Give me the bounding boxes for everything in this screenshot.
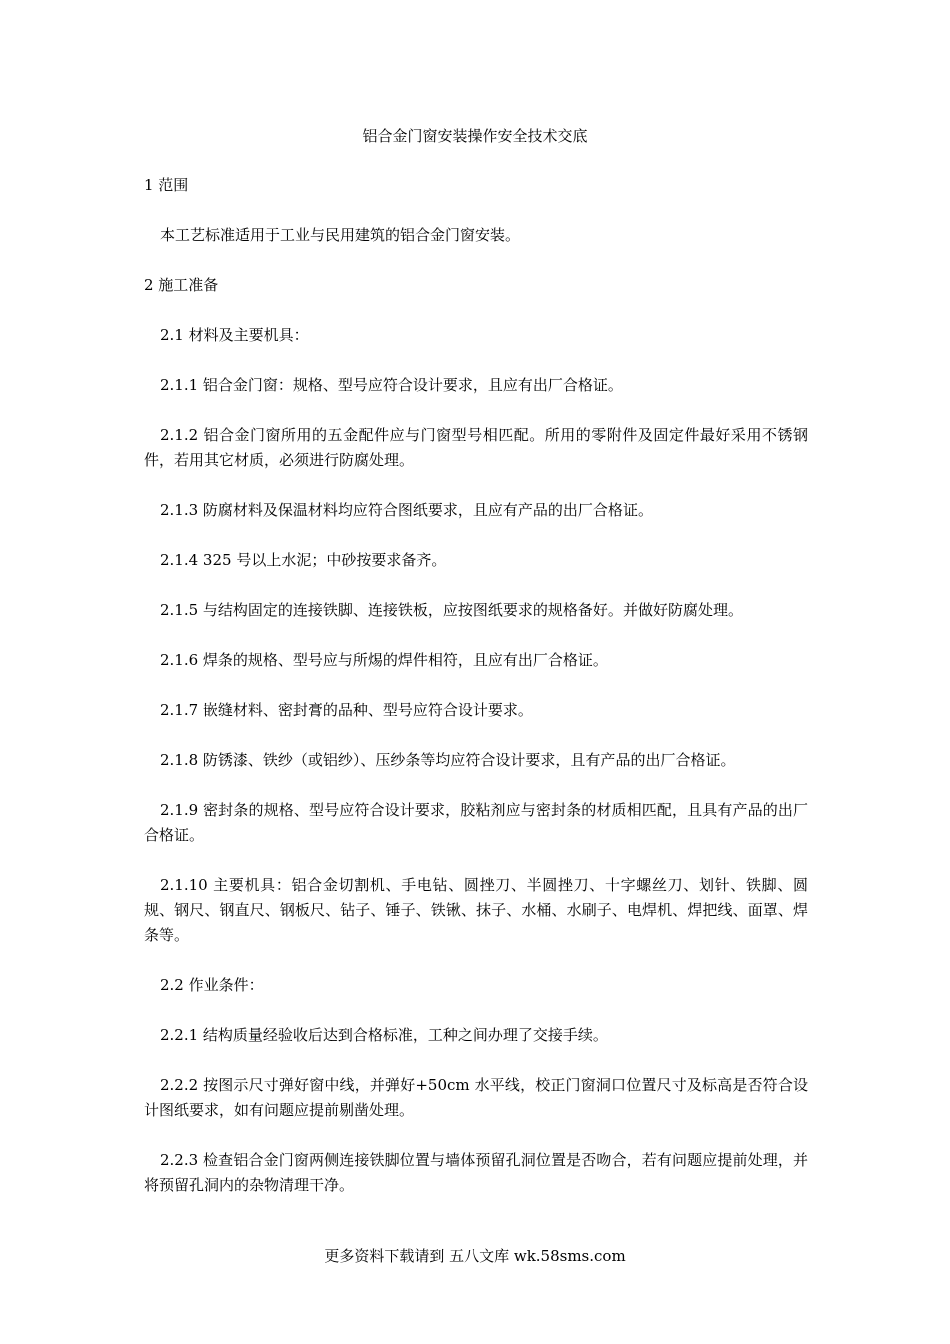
item-2-1-2: 2.1.2 铝合金门窗所用的五金配件应与门窗型号相匹配。所用的零附件及固定件最好采用不锈钢件，若用其它材质，必须进行防腐处理。 <box>144 426 808 469</box>
item-2-2-3: 2.2.3 检查铝合金门窗两侧连接铁脚位置与墙体预留孔洞位置是否吻合，若有问题应提前处理，并将预留孔洞内的杂物清理干净。 <box>144 1151 808 1194</box>
document-body <box>144 173 808 1223</box>
document-title: 铝合金门窗安装操作安全技术交底 <box>362 127 588 145</box>
item-2-1-4: 2.1.4 325 号以上水泥；中砂按要求备齐。 <box>160 551 447 569</box>
item-2-2-2: 2.2.2 按图示尺寸弹好窗中线，并弹好+50cm 水平线，校正门窗洞口位置尺寸及标高是否符合设计图纸要求，如有问题应提前剔凿处理。 <box>144 1076 808 1119</box>
section-heading-1: 1 范围 <box>144 176 189 194</box>
item-2-1-6: 2.1.6 焊条的规格、型号应与所焬的焊件相符，且应有出厂合格证。 <box>160 651 608 669</box>
item-2-1-8: 2.1.8 防锈漆、铁纱（或铝纱）、压纱条等均应符合设计要求，且有产品的出厂合格证。 <box>160 751 736 769</box>
item-2-1-7: 2.1.7 嵌缝材料、密封膏的品种、型号应符合设计要求。 <box>160 701 533 719</box>
paragraph-scope: 本工艺标准适用于工业与民用建筑的铝合金门窗安装。 <box>160 226 521 244</box>
subsection-2-2: 2.2 作业条件： <box>160 976 264 994</box>
item-2-1-3: 2.1.3 防腐材料及保温材料均应符合图纸要求，且应有产品的出厂合格证。 <box>160 501 653 519</box>
item-2-1-5: 2.1.5 与结构固定的连接铁脚、连接铁板，应按图纸要求的规格备好。并做好防腐处理。 <box>160 601 743 619</box>
item-2-1-1: 2.1.1 铝合金门窗：规格、型号应符合设计要求，且应有出厂合格证。 <box>160 376 623 394</box>
item-2-1-10: 2.1.10 主要机具：铝合金切割机、手电钻、圆挫刀、半圆挫刀、十字螺丝刀、划针、铁脚、圆规、钢尺、钢直尺、钢板尺、钻子、锤子、铁锹、抹子、水桶、水刷子、电焊机、焊把线、面罩、焊条等。 <box>144 876 808 944</box>
subsection-2-1: 2.1 材料及主要机具： <box>160 326 309 344</box>
item-2-2-1: 2.2.1 结构质量经验收后达到合格标准，工种之间办理了交接手续。 <box>160 1026 608 1044</box>
item-2-1-9: 2.1.9 密封条的规格、型号应符合设计要求，胶粘剂应与密封条的材质相匹配，且具有产品的出厂合格证。 <box>144 801 808 844</box>
section-heading-2: 2 施工准备 <box>144 276 219 294</box>
footer-download-note: 更多资料下载请到 五八文库 wk.58sms.com <box>324 1247 626 1265</box>
